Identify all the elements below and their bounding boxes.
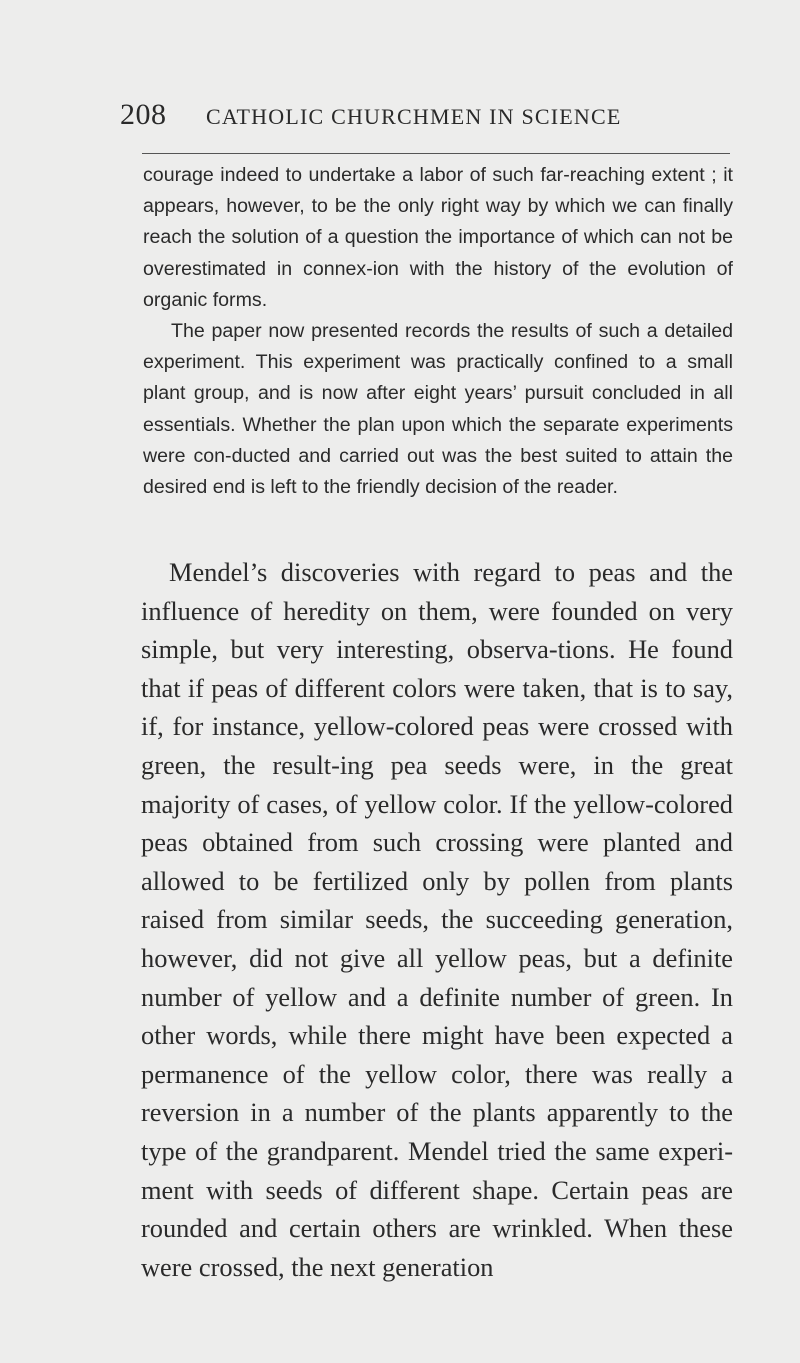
- quote-paragraph: courage indeed to undertake a labor of such far-reaching extent ; it appears, however, to be the only right way by which we can finally reach the solution of a question the importance of which can not be overestimated in connex-ion with the history of the evolution of organic forms.: [143, 164, 733, 311]
- body-paragraph: Mendel’s discoveries with regard to peas and the influence of heredity on them, were founded on very simple, but very interesting, observa-tions. He found that if peas of different colors were taken, that is to say, if, for instance, yellow-colored peas were crossed with green, the result-ing pea seeds were, in the great majority of cases, of yellow color. If the yellow-colored peas obtained from such crossing were planted and allowed to be fertilized only by pollen from plants raised from similar seeds, the succeeding generation, however, did not give all yellow peas, but a definite number of yellow and a definite number of green. In other words, while there might have been expected a permanence of the yellow color, there was really a reversion in a number of the plants apparently to the type of the grandparent. Mendel tried the same experi-ment with seeds of different shape. Certain peas are rounded and certain others are wrinkled. When these were crossed, the next generation: [141, 557, 733, 1282]
- running-title: CATHOLIC CHURCHMEN IN SCIENCE: [206, 104, 622, 129]
- body-text: [141, 553, 733, 1286]
- page-number: 208: [120, 98, 167, 131]
- quoted-passage: [143, 160, 733, 503]
- header-rule: [142, 153, 730, 154]
- page-header: [120, 98, 740, 138]
- quote-paragraph: The paper now presented records the results of such a detailed experiment. This experiment was practically confined to a small plant group, and is now after eight years’ pursuit concluded in all essentials. Whether the plan upon which the separate experiments were con-ducted and carried out was the best suited to attain the desired end is left to the friendly decision of the reader.: [143, 320, 733, 499]
